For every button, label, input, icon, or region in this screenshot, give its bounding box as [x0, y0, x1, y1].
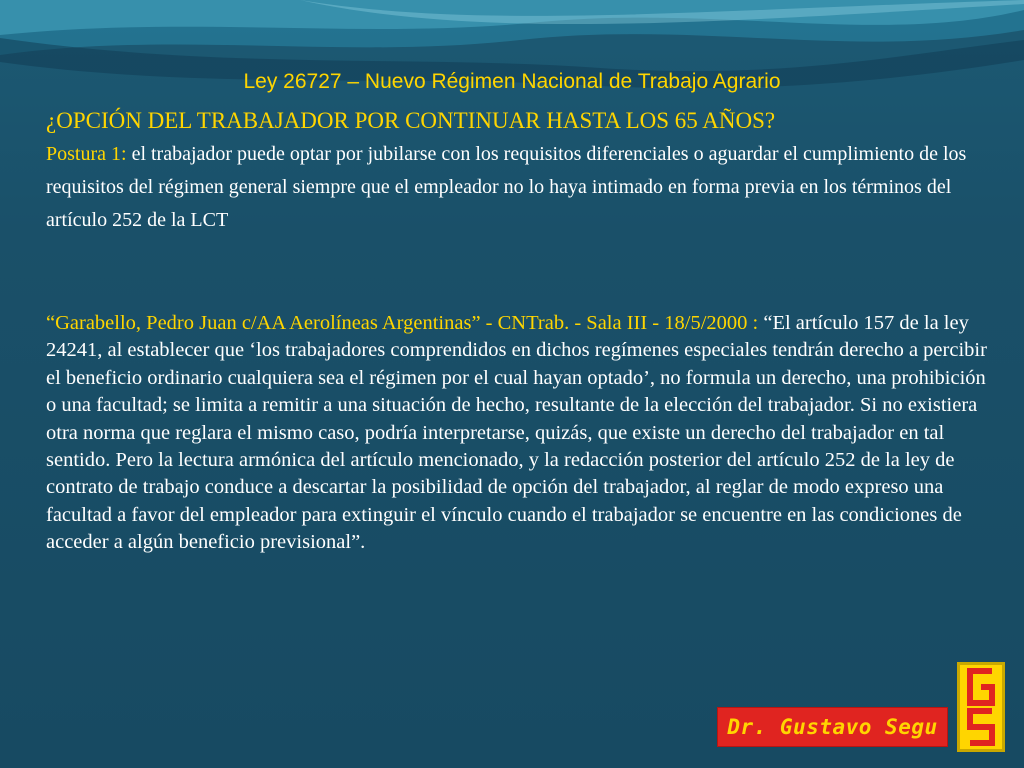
case-reference: “Garabello, Pedro Juan c/AA Aerolíneas Argentinas” - CNTrab. - Sala III - 18/5/2000 :	[46, 312, 759, 334]
postura-paragraph	[46, 138, 996, 237]
gs-logo	[957, 662, 1005, 752]
author-name: Dr. Gustavo Segu	[727, 715, 938, 739]
question-heading: ¿OPCIÓN DEL TRABAJADOR POR CONTINUAR HASTA LOS 65 AÑOS?	[46, 108, 776, 133]
case-paragraph	[46, 310, 996, 557]
case-quote: “El artículo 157 de la ley 24241, al establecer que ‘los trabajadores comprendidos en dichos regímenes especiales tendrán derecho a percibir el beneficio ordinario cualquiera sea el régimen por el cual hayan optado’, no formula un derecho, una prohibición o una facultad; se limita a remitir a una situación de hecho, resultante de la elección del trabajador. Si no existiera otra norma que reglara el mismo caso, podría interpretarse, quizás, que existe un derecho del trabajador en tal sentido. Pero la lectura armónica del artículo mencionado, y la redacción posterior del artículo 252 de la ley de contrato de trabajo conduce a descartar la posibilidad de opción del trabajador, al reglar de modo expreso una facultad a favor del empleador para extinguir el vínculo cuando el trabajador se encuentre en las condiciones de acceder a algún beneficio previsional”.	[46, 312, 987, 554]
postura-label: Postura 1:	[46, 143, 127, 165]
slide-title: Ley 26727 – Nuevo Régimen Nacional de Trabajo Agrario	[243, 70, 781, 93]
wave-decoration	[0, 0, 1024, 120]
postura-text: el trabajador puede optar por jubilarse con los requisitos diferenciales o aguardar el cumplimiento de los requisitos del régimen general siempre que el empleador no lo haya intimado en forma previa en los términos del artículo 252 de la LCT	[46, 143, 967, 231]
author-badge	[717, 707, 948, 747]
main-content	[46, 106, 996, 557]
